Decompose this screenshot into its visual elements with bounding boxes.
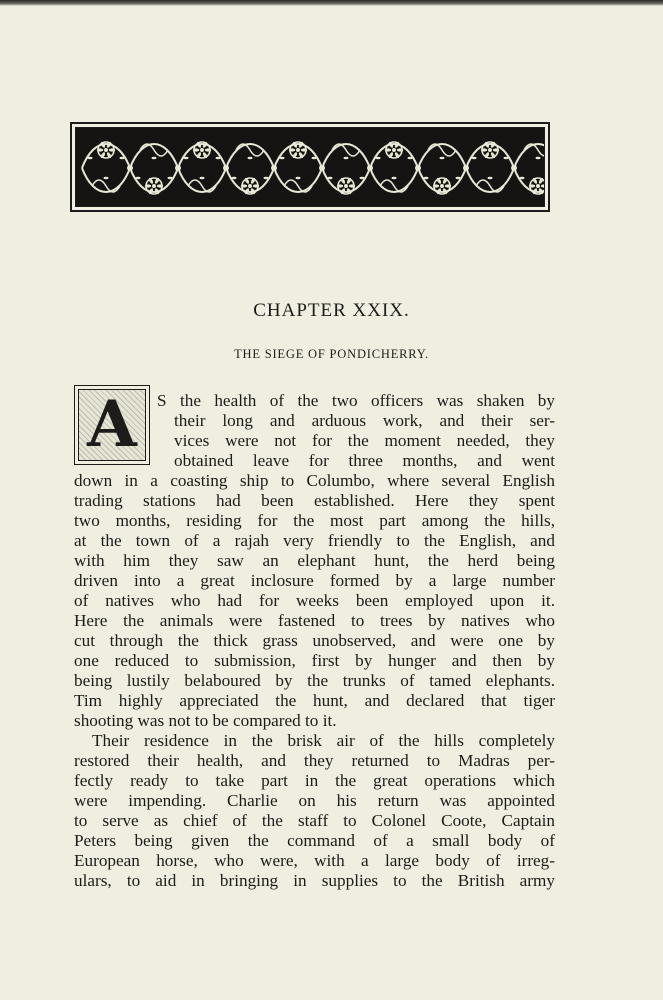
page-top-edge [0, 0, 663, 6]
text-line: their long and arduous work, and their ser- [174, 411, 555, 430]
text-line: to serve as chief of the staff to Colonel Coote, Captain [74, 811, 555, 830]
text-line: of natives who had for weeks been employed upon it. [74, 591, 555, 610]
chapter-subtitle: THE SIEGE OF PONDICHERRY. [234, 347, 429, 361]
ornamental-headpiece [70, 122, 550, 212]
drop-cap [74, 385, 150, 465]
text-line: vices were not for the moment needed, they [174, 431, 555, 450]
text-line: with him they saw an elephant hunt, the herd being [74, 551, 555, 570]
text-line: two months, residing for the most part among the hills, [74, 511, 555, 530]
text-line: European horse, who were, with a large body of irreg- [74, 851, 555, 870]
text-line: cut through the thick grass unobserved, and were one by [74, 631, 555, 650]
headpiece-foliage [75, 127, 545, 207]
text-line: obtained leave for three months, and went [174, 451, 555, 470]
text-line: Tim highly appreciated the hunt, and declared that tiger [74, 691, 555, 710]
text-line: ulars, to aid in bringing in supplies to the British army [74, 871, 555, 890]
text-line: Here the animals were fastened to trees by natives who [74, 611, 555, 630]
text-line: at the town of a rajah very friendly to the English, and [74, 531, 555, 550]
text-line: trading stations had been established. Here they spent [74, 491, 555, 510]
text-line: down in a coasting ship to Columbo, where several English [74, 471, 555, 490]
text-line: restored their health, and they returned to Madras per- [74, 751, 555, 770]
text-line: S the health of the two officers was shaken by [157, 391, 555, 410]
chapter-title: CHAPTER XXIX. [253, 300, 410, 321]
text-line: were impending. Charlie on his return was appointed [74, 791, 555, 810]
text-line: Their residence in the brisk air of the hills completely [92, 731, 555, 750]
drop-cap-letter: A [87, 387, 137, 462]
text-line: shooting was not to be compared to it. [74, 711, 337, 730]
drop-cap-frame [78, 389, 146, 461]
text-line: being lustily belaboured by the trunks of tamed elephants. [74, 671, 555, 690]
text-line: driven into a great inclosure formed by a large number [74, 571, 555, 590]
text-line: fectly ready to take part in the great operations which [74, 771, 555, 790]
text-line: one reduced to submission, first by hunger and then by [74, 651, 555, 670]
text-line: Peters being given the command of a small body of [74, 831, 555, 850]
